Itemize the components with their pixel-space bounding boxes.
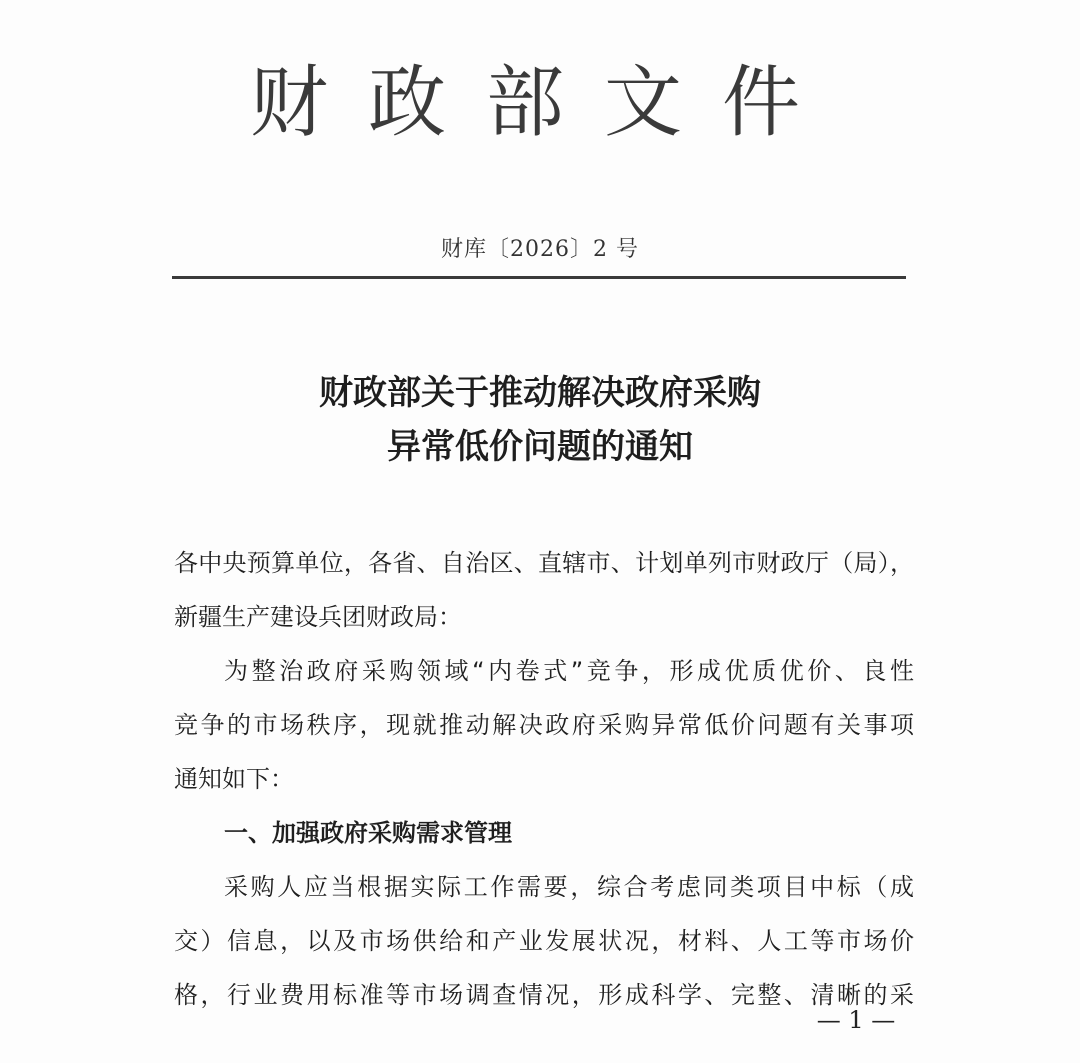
document-body [174, 536, 914, 1022]
intro-line-1: 为整治政府采购领域“内卷式”竞争，形成优质优价、良性 [224, 657, 914, 685]
addressee-line-1: 各中央预算单位，各省、自治区、直辖市、计划单列市财政厅（局）， [174, 549, 914, 577]
document-number: 财库〔2026〕2 号 [441, 237, 639, 262]
title-line-1: 财政部关于推动解决政府采购 [319, 373, 761, 413]
section-1-heading: 一、加强政府采购需求管理 [224, 819, 512, 847]
addressee-line-2: 新疆生产建设兵团财政局： [174, 603, 462, 631]
document-title [0, 366, 1080, 474]
header-divider [172, 276, 906, 279]
intro-line-2: 竞争的市场秩序，现就推动解决政府采购异常低价问题有关事项 [174, 711, 914, 739]
section-1-line-1: 采购人应当根据实际工作需要，综合考虑同类项目中标（成 [224, 873, 914, 901]
section-1-line-2: 交）信息，以及市场供给和产业发展状况，材料、人工等市场价 [174, 927, 914, 955]
section-1-line-3: 格，行业费用标准等市场调查情况，形成科学、完整、清晰的采 [174, 981, 914, 1009]
masthead-title: 财政部文件 [250, 58, 841, 148]
title-line-2: 异常低价问题的通知 [387, 427, 693, 467]
page-number: — 1 — [816, 1006, 896, 1034]
intro-line-3: 通知如下： [174, 765, 294, 793]
